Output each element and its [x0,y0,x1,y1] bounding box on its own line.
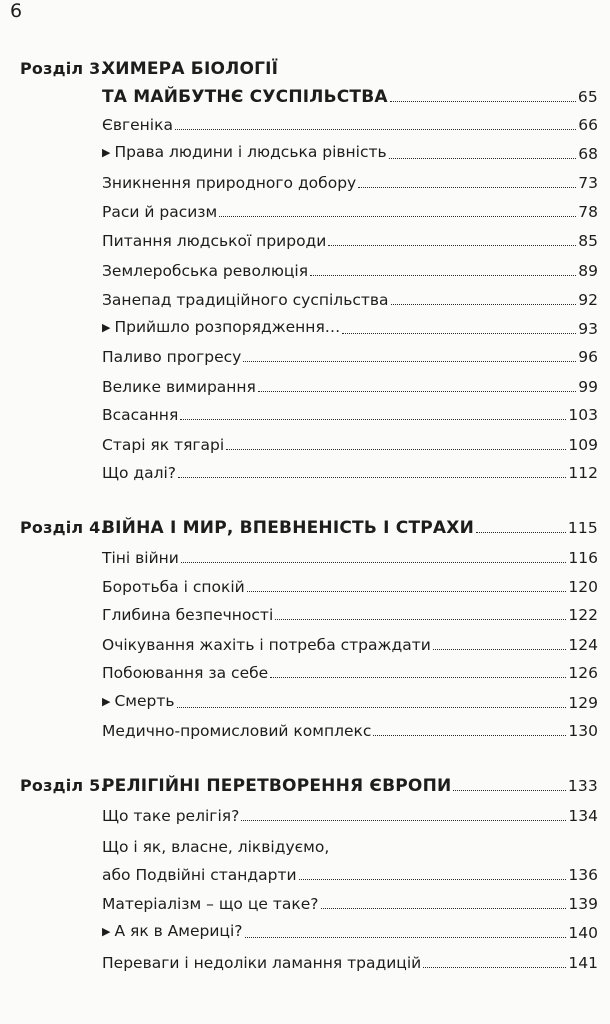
chapter-title: ТА МАЙБУТНЄ СУСПІЛЬСТВА [102,87,388,107]
section-label [102,954,421,972]
section-label [102,922,243,942]
toc-section-row [102,624,598,654]
page-ref: 93 [578,320,598,338]
section-title: Що таке релігія? [102,807,240,825]
toc-section-row [102,854,598,884]
dot-leader [328,245,576,246]
dot-leader [476,532,566,533]
page-ref: 109 [568,436,598,454]
dot-leader [389,158,577,159]
dot-leader [258,391,576,392]
toc-section-row [102,308,598,338]
toc-chapter-row [20,507,598,537]
toc-section-row [102,942,598,972]
chapter-label [20,519,474,537]
section-label [102,664,268,682]
section-title: Побоювання за себе [102,664,269,682]
toc-section-row [102,826,598,856]
section-label [102,692,175,712]
chapter-label [20,777,451,795]
toc-section-row [102,104,598,134]
dot-leader [219,216,576,217]
toc-section-row [102,162,598,192]
toc-section-row [102,394,598,424]
dot-leader [247,591,567,592]
page-ref: 124 [568,636,598,654]
section-label [102,895,319,913]
section-title: або Подвійні стандарти [102,866,297,884]
section-title: Медично-промисловий комплекс [102,722,372,740]
page-ref: 122 [568,606,598,624]
toc-section-row [102,594,598,624]
dot-leader [175,129,576,130]
page-ref: 96 [578,348,598,366]
page-ref: 99 [578,378,598,396]
section-title: Зникнення природного добору [102,174,357,192]
dot-leader [423,967,566,968]
dot-leader [390,101,576,102]
chapter-title: ХИМЕРА БІОЛОГІЇ [102,59,279,79]
section-title: Старі як тягарі [102,436,225,454]
chapter-prefix: Розділ 5. [20,776,107,795]
toc-section-row [102,682,598,712]
triangle-bullet-icon: ▶ [102,925,111,938]
toc-section-row [102,336,598,366]
triangle-bullet-icon: ▶ [102,146,111,159]
section-title: Питання людської природи [102,232,327,250]
section-title: Очікування жахіть і потреба страждати [102,636,431,654]
section-label [102,549,179,567]
dot-leader [342,333,576,334]
page-ref: 116 [568,549,598,567]
toc-section-row [102,652,598,682]
page-ref: 141 [568,954,598,972]
triangle-bullet-icon: ▶ [102,321,111,334]
dot-leader [178,477,566,478]
section-title: Раси й расизм [102,203,218,221]
dot-leader [243,361,576,362]
page-ref: 134 [568,807,598,825]
chapter-prefix: Розділ 4. [20,518,107,537]
toc-section-row [102,912,598,942]
page-number: 6 [10,0,23,22]
page-ref: 130 [568,722,598,740]
triangle-bullet-icon: ▶ [102,695,111,708]
chapter-prefix: Розділ 3. [20,59,107,78]
dot-leader [453,790,565,791]
section-title: Що далі? [102,464,177,482]
section-title: Прийшло розпорядження… [114,318,341,336]
section-label [102,406,178,424]
page-ref: 66 [578,116,598,134]
page-ref: 133 [567,777,598,795]
page-ref: 68 [578,145,598,163]
page-ref: 120 [568,578,598,596]
dot-leader [181,562,567,563]
section-label [102,174,356,192]
section-title: Євгеніка [102,116,173,134]
toc-section-row [102,424,598,454]
dot-leader [241,820,566,821]
toc-section-row [102,795,598,825]
page-ref: 89 [578,262,598,280]
section-label [102,262,308,280]
page-ref: 126 [568,664,598,682]
dot-leader [299,879,567,880]
toc-section-row [102,452,598,482]
section-label [102,866,297,884]
section-label [102,143,387,163]
section-label [102,232,326,250]
dot-leader [358,187,576,188]
dot-leader [180,419,566,420]
toc-section-row [102,220,598,250]
section-title: Що і як, власне, ліквідуємо, [102,838,330,856]
toc-section-row [102,250,598,280]
chapter-title: РЕЛІГІЙНІ ПЕРЕТВОРЕННЯ ЄВРОПИ [102,776,452,796]
toc-section-row [102,279,598,309]
section-label [102,348,241,366]
section-title: Глибина безпечності [102,606,274,624]
section-label [102,722,371,740]
toc-section-row [102,566,598,596]
section-label [102,203,217,221]
section-title: Всасання [102,406,179,424]
page-ref: 103 [568,406,598,424]
page-ref: 129 [568,694,598,712]
toc-chapter-row [20,765,598,795]
section-title: Права людини і людська рівність [114,143,387,161]
toc-chapter-row [102,76,598,106]
section-label [102,116,173,134]
section-label [102,464,176,482]
toc-chapter-row [20,48,598,78]
dot-leader [310,275,576,276]
page-ref: 85 [578,232,598,250]
page-ref: 115 [567,519,598,537]
page-ref: 92 [578,291,598,309]
section-label [102,807,239,825]
page-ref: 139 [568,895,598,913]
section-title: Тіні війни [102,549,179,567]
dot-leader [245,937,567,938]
page-ref: 73 [578,174,598,192]
section-title: Переваги і недоліки ламання традицій [102,954,422,972]
section-title: Землеробська революція [102,262,309,280]
page-ref: 136 [568,866,598,884]
section-title: Велике вимирання [102,378,256,396]
chapter-title: ВІЙНА І МИР, ВПЕВНЕНІСТЬ І СТРАХИ [102,518,475,538]
section-title: Матеріалізм – що це таке? [102,895,319,913]
page-ref: 65 [577,88,598,106]
dot-leader [177,707,567,708]
toc-section-row [102,537,598,567]
toc-section-row [102,366,598,396]
page-ref: 78 [578,203,598,221]
section-title: Боротьба і спокій [102,578,245,596]
section-title: Смерть [114,692,175,710]
dot-leader [321,908,567,909]
dot-leader [433,649,567,650]
toc-section-row [102,710,598,740]
dot-leader [391,304,577,305]
section-label [102,318,340,338]
page-ref: 112 [568,464,598,482]
dot-leader [226,449,566,450]
dot-leader [275,619,566,620]
section-title: А як в Америці? [114,922,243,940]
toc-section-row [102,191,598,221]
toc-section-row [102,133,598,163]
section-title: Паливо прогресу [102,348,242,366]
dot-leader [270,677,566,678]
section-title: Занепад традиційного суспільства [102,291,389,309]
section-label [102,606,273,624]
section-label [102,291,389,309]
dot-leader [373,735,566,736]
toc-section-row [102,883,598,913]
page-ref: 140 [568,924,598,942]
